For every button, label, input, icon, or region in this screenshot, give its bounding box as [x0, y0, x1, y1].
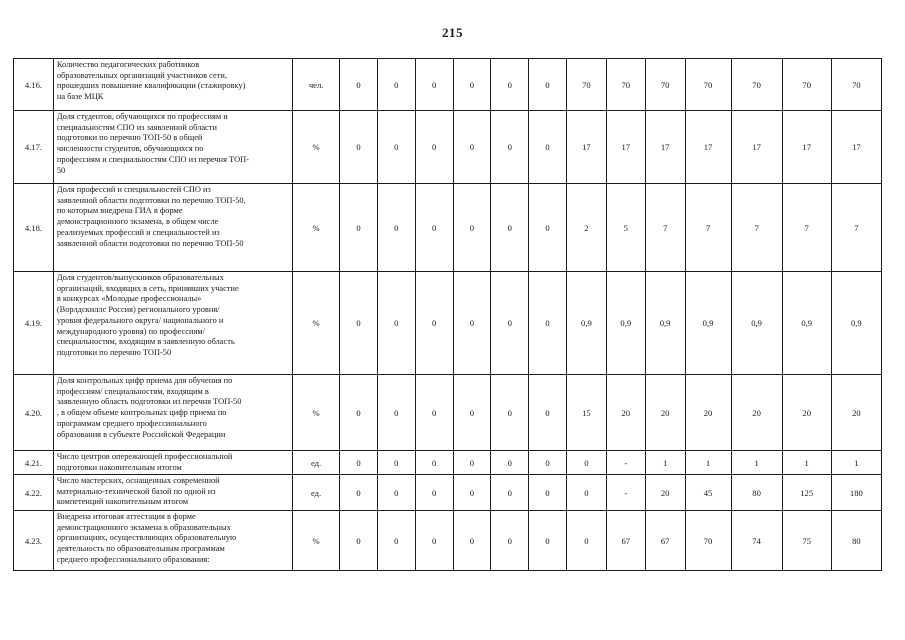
- value-cell: 0: [529, 375, 567, 451]
- description-line: в конкурсах «Молодые профессионалы»: [56, 294, 202, 304]
- description-line: Количество педагогических работников: [56, 60, 200, 69]
- value-cell: 0: [453, 511, 491, 571]
- table-row: [14, 272, 882, 375]
- value-cell: 0: [529, 59, 567, 111]
- value-cell: 0: [566, 475, 606, 511]
- value-cell: 0: [340, 272, 378, 375]
- table-body: [14, 59, 882, 571]
- value-cell: 0: [415, 375, 453, 451]
- table-row: [14, 451, 882, 475]
- description-line: Доля контрольных цифр приема для обучения по: [56, 376, 233, 385]
- value-cell: 70: [685, 59, 731, 111]
- description-line: среднего профессионального образования:: [56, 554, 210, 564]
- description-line: специальностям СПО из заявленной области: [56, 122, 217, 132]
- value-cell: 70: [782, 59, 831, 111]
- description-line: Доля студентов, обучающихся по профессиям и: [56, 112, 228, 121]
- indicator-description: [53, 475, 292, 511]
- value-cell: 70: [731, 59, 782, 111]
- value-cell: 0: [529, 511, 567, 571]
- value-cell: 1: [685, 451, 731, 475]
- value-cell: 20: [782, 375, 831, 451]
- value-cell: 0: [491, 511, 529, 571]
- value-cell: 70: [645, 59, 685, 111]
- value-cell: 0: [491, 451, 529, 475]
- unit-cell: ед.: [293, 475, 340, 511]
- description-line: заявленную область подготовки из перечня ТОП-50: [56, 397, 242, 407]
- description-line: на базе МЦК: [56, 92, 104, 102]
- value-cell: 80: [731, 475, 782, 511]
- value-cell: 0: [566, 451, 606, 475]
- value-cell: 0: [415, 272, 453, 375]
- value-cell: 0: [377, 475, 415, 511]
- value-cell: 0: [491, 111, 529, 184]
- row-number: 4.21.: [14, 451, 54, 475]
- value-cell: 17: [606, 111, 645, 184]
- value-cell: 0: [340, 111, 378, 184]
- description-line: заявленной области подготовки по перечню ТОП-50: [56, 238, 244, 248]
- value-cell: 0,9: [606, 272, 645, 375]
- value-cell: 7: [782, 184, 831, 272]
- description-line: профессиям и специальностям СПО из перечня ТОП-: [56, 154, 249, 164]
- value-cell: 80: [831, 511, 881, 571]
- description-line: подготовки по перечню ТОП-50: [56, 347, 172, 357]
- value-cell: 2: [566, 184, 606, 272]
- table-row: [14, 475, 882, 511]
- indicator-description: [53, 59, 292, 111]
- value-cell: 70: [685, 511, 731, 571]
- page-number: 215: [442, 25, 463, 40]
- value-cell: 0: [377, 511, 415, 571]
- unit-cell: %: [293, 511, 340, 571]
- description-line: материально-технической базой по одной из: [56, 486, 216, 496]
- value-cell: 45: [685, 475, 731, 511]
- value-cell: 180: [831, 475, 881, 511]
- description-line: организациях, осуществляющих образовательную: [56, 533, 237, 543]
- table-row: [14, 375, 882, 451]
- value-cell: 74: [731, 511, 782, 571]
- description-line: международного уровня) по профессиям/: [56, 326, 205, 336]
- value-cell: 0: [491, 59, 529, 111]
- value-cell: 17: [645, 111, 685, 184]
- value-cell: 67: [606, 511, 645, 571]
- value-cell: 125: [782, 475, 831, 511]
- value-cell: 0,9: [731, 272, 782, 375]
- row-number: 4.16.: [14, 59, 54, 111]
- indicator-description: [53, 451, 292, 475]
- description-line: Число мастерских, оснащенных современной: [56, 476, 220, 485]
- description-line: (Ворлдскиллс Россия) регионального уровня/: [56, 305, 220, 315]
- table-row: [14, 184, 882, 272]
- value-cell: -: [606, 451, 645, 475]
- value-cell: 0: [453, 59, 491, 111]
- value-cell: 0: [415, 111, 453, 184]
- value-cell: -: [606, 475, 645, 511]
- value-cell: 7: [731, 184, 782, 272]
- value-cell: 0: [377, 184, 415, 272]
- value-cell: 0: [529, 111, 567, 184]
- value-cell: 0,9: [782, 272, 831, 375]
- unit-cell: %: [293, 184, 340, 272]
- description-line: Число центров опережающей профессиональной: [56, 452, 233, 461]
- description-line: образования в субъекте Российской Федерации: [56, 429, 226, 439]
- value-cell: 0: [453, 451, 491, 475]
- value-cell: 0: [491, 272, 529, 375]
- description-line: по которым внедрена ГИА в форме: [56, 206, 183, 216]
- value-cell: 20: [831, 375, 881, 451]
- value-cell: 17: [566, 111, 606, 184]
- indicator-description: [53, 111, 292, 184]
- value-cell: 20: [645, 375, 685, 451]
- value-cell: 5: [606, 184, 645, 272]
- value-cell: 0: [340, 475, 378, 511]
- value-cell: 0: [340, 184, 378, 272]
- value-cell: 0: [415, 451, 453, 475]
- indicator-description: [53, 375, 292, 451]
- description-line: деятельность по образовательным программам: [56, 544, 225, 554]
- row-number: 4.19.: [14, 272, 54, 375]
- value-cell: 0: [377, 59, 415, 111]
- unit-cell: %: [293, 111, 340, 184]
- description-line: прошедших повышение квалификации (стажировку): [56, 81, 246, 91]
- indicator-description: [53, 511, 292, 571]
- row-number: 4.22.: [14, 475, 54, 511]
- value-cell: 70: [606, 59, 645, 111]
- value-cell: 20: [606, 375, 645, 451]
- description-line: демонстрационного экзамена, в общем числе: [56, 217, 219, 227]
- value-cell: 20: [645, 475, 685, 511]
- description-line: Внедрена итоговая аттестация в форме: [56, 512, 196, 521]
- description-line: программам среднего профессионального: [56, 418, 207, 428]
- value-cell: 0: [491, 375, 529, 451]
- value-cell: 0,9: [831, 272, 881, 375]
- value-cell: 0: [415, 511, 453, 571]
- value-cell: 17: [831, 111, 881, 184]
- row-number: 4.17.: [14, 111, 54, 184]
- description-line: подготовки по перечню ТОП-50 в общей: [56, 133, 203, 143]
- value-cell: 1: [731, 451, 782, 475]
- value-cell: 7: [831, 184, 881, 272]
- value-cell: 0: [529, 272, 567, 375]
- indicators-table: [13, 58, 882, 571]
- indicator-description: [53, 184, 292, 272]
- value-cell: 0: [453, 475, 491, 511]
- value-cell: 0: [415, 59, 453, 111]
- table-row: [14, 111, 882, 184]
- table-row: [14, 59, 882, 111]
- value-cell: 0: [529, 184, 567, 272]
- value-cell: 17: [782, 111, 831, 184]
- value-cell: 20: [685, 375, 731, 451]
- value-cell: 0: [453, 375, 491, 451]
- value-cell: 0: [340, 375, 378, 451]
- description-line: реализуемых профессий и специальностей из: [56, 227, 220, 237]
- value-cell: 0: [415, 184, 453, 272]
- indicator-description: [53, 272, 292, 375]
- value-cell: 0: [340, 451, 378, 475]
- value-cell: 0: [453, 111, 491, 184]
- value-cell: 0,9: [685, 272, 731, 375]
- description-line: организаций, входящих в сеть, принявших участие: [56, 283, 239, 293]
- value-cell: 75: [782, 511, 831, 571]
- description-line: заявленной области подготовки по перечню ТОП-50,: [56, 195, 246, 205]
- value-cell: 15: [566, 375, 606, 451]
- description-line: специальностям, входящим в заявленную область: [56, 337, 235, 347]
- value-cell: 67: [645, 511, 685, 571]
- value-cell: 1: [782, 451, 831, 475]
- value-cell: 0: [415, 475, 453, 511]
- value-cell: 0: [377, 375, 415, 451]
- value-cell: 7: [645, 184, 685, 272]
- value-cell: 70: [566, 59, 606, 111]
- value-cell: 0,9: [566, 272, 606, 375]
- description-line: численности студентов, обучающихся по: [56, 144, 204, 154]
- value-cell: 0: [377, 111, 415, 184]
- unit-cell: %: [293, 375, 340, 451]
- value-cell: 0: [491, 184, 529, 272]
- description-line: 50: [56, 165, 66, 175]
- description-line: демонстрационного экзамена в образовательных: [56, 522, 231, 532]
- description-line: Доля студентов/выпускников образовательных: [56, 273, 224, 282]
- value-cell: 1: [831, 451, 881, 475]
- value-cell: 17: [685, 111, 731, 184]
- unit-cell: ед.: [293, 451, 340, 475]
- description-line: подготовки накопительным итогом: [56, 462, 182, 472]
- value-cell: 0: [453, 272, 491, 375]
- value-cell: 0: [453, 184, 491, 272]
- value-cell: 0,9: [645, 272, 685, 375]
- description-line: уровня федерального округа/ национального и: [56, 315, 224, 325]
- unit-cell: чел.: [293, 59, 340, 111]
- row-number: 4.18.: [14, 184, 54, 272]
- value-cell: 0: [377, 451, 415, 475]
- value-cell: 0: [529, 475, 567, 511]
- description-line: профессиям/ специальностям, входящим в: [56, 386, 209, 396]
- value-cell: 0: [340, 59, 378, 111]
- unit-cell: %: [293, 272, 340, 375]
- value-cell: 0: [340, 511, 378, 571]
- description-line: , в общем объеме контрольных цифр приема по: [56, 408, 227, 418]
- value-cell: 20: [731, 375, 782, 451]
- row-number: 4.20.: [14, 375, 54, 451]
- description-line: образовательных организаций участников сети,: [56, 70, 227, 80]
- value-cell: 0: [491, 475, 529, 511]
- row-number: 4.23.: [14, 511, 54, 571]
- description-line: Доля профессий и специальностей СПО из: [56, 185, 211, 194]
- value-cell: 70: [831, 59, 881, 111]
- value-cell: 1: [645, 451, 685, 475]
- value-cell: 0: [566, 511, 606, 571]
- value-cell: 7: [685, 184, 731, 272]
- value-cell: 17: [731, 111, 782, 184]
- value-cell: 0: [529, 451, 567, 475]
- table-row: [14, 511, 882, 571]
- value-cell: 0: [377, 272, 415, 375]
- description-line: компетенций накопительным итогом: [56, 497, 189, 507]
